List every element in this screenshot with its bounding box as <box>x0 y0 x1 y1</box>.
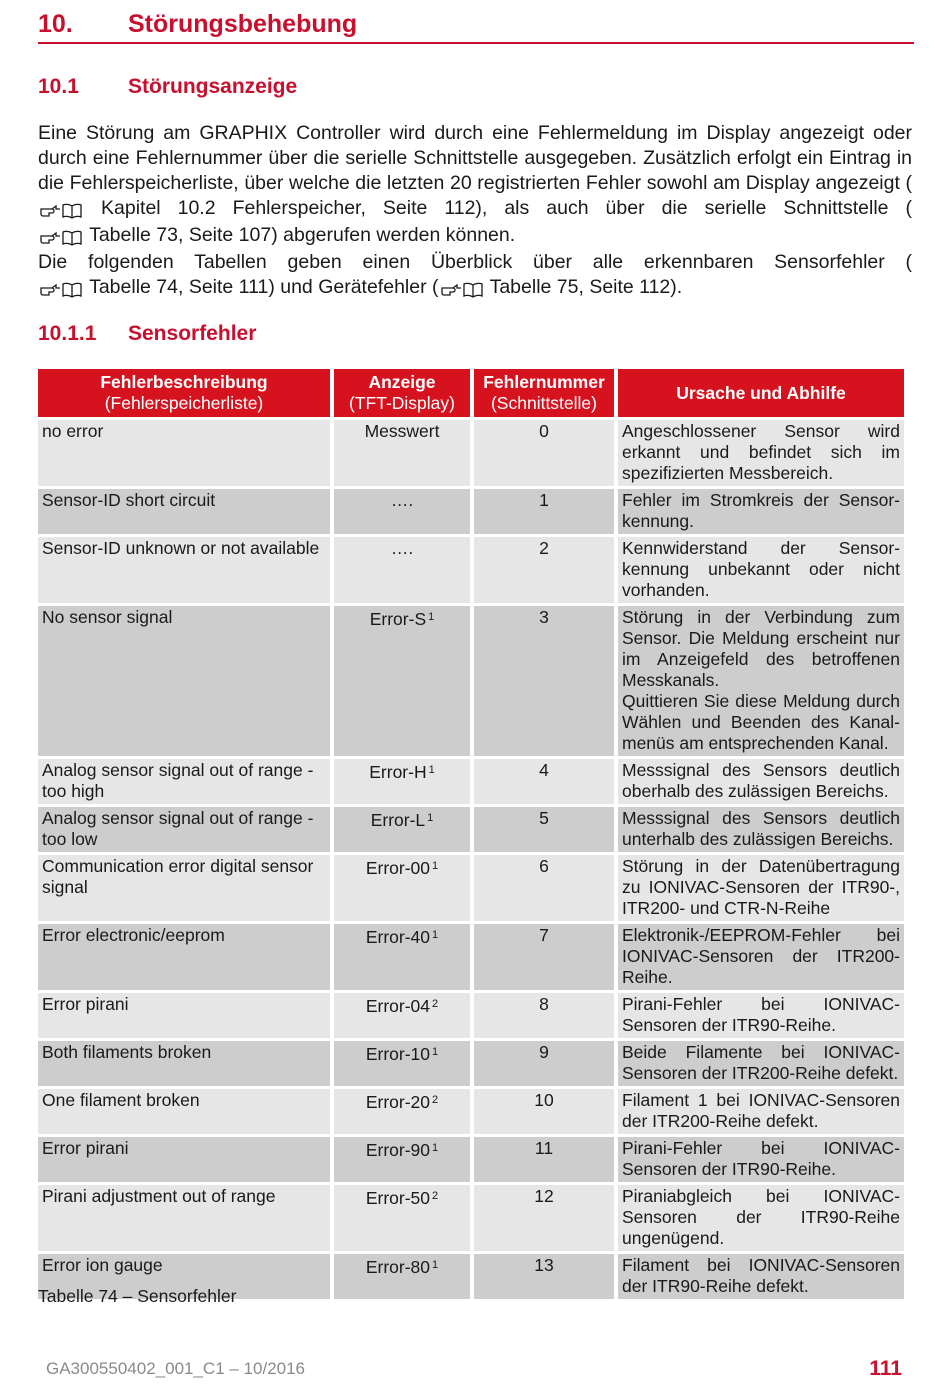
cell-error-number: 11 <box>474 1137 614 1182</box>
cell-description: Sensor-ID unknown or not available <box>38 537 330 603</box>
intro-text-segment: ), als auch über die serielle Schnittstelle ( <box>475 197 912 219</box>
table-row <box>38 993 904 1038</box>
book-icon <box>62 203 82 219</box>
cell-error-number: 7 <box>474 924 614 990</box>
header-title: Ursache und Abhilfe <box>676 382 846 403</box>
chapter-heading <box>38 8 914 44</box>
table-body <box>38 420 904 1299</box>
cell-cause <box>618 606 904 756</box>
footnote-marker: 2 <box>432 998 439 1010</box>
header-description <box>38 369 330 417</box>
cause-text: Störung in der Datenübertragung zu IONIVAC-Sensoren der ITR90-, ITR200- und CTR-N-Reihe <box>622 856 900 918</box>
cause-text: Pirani-Fehler bei IONIVAC-Sensoren der ITR90-Reihe. <box>622 1138 900 1179</box>
header-cause <box>618 369 904 417</box>
table-row <box>38 924 904 990</box>
table-row <box>38 1041 904 1086</box>
display-value: Error-H <box>369 762 427 782</box>
reference-text: Tabelle 75, Seite 112 <box>489 276 671 298</box>
cell-display <box>334 1185 470 1251</box>
cell-description: Pirani adjustment out of range <box>38 1185 330 1251</box>
cell-error-number: 3 <box>474 606 614 756</box>
header-error-number <box>474 369 614 417</box>
table-row <box>38 1089 904 1134</box>
cell-cause <box>618 1254 904 1299</box>
cause-note: Quittieren Sie diese Meldung durch Wählen und Beenden des Kanal-menüs am entsprechenden Kanal. <box>622 691 900 753</box>
cell-cause <box>618 1089 904 1134</box>
footnote-marker: 1 <box>427 812 434 824</box>
cause-text: Pirani-Fehler bei IONIVAC-Sensoren der ITR90-Reihe. <box>622 994 900 1035</box>
cell-cause <box>618 759 904 804</box>
document-code: GA300550402_001_C1 – 10/2016 <box>46 1359 306 1378</box>
table-header-row <box>38 369 904 417</box>
display-value: Error-04 <box>365 996 431 1016</box>
display-value: Error-L <box>370 810 426 830</box>
cell-cause <box>618 1041 904 1086</box>
intro-paragraph-1 <box>38 121 912 250</box>
cell-display <box>334 993 470 1038</box>
header-title: Fehlerbeschreibung <box>100 372 268 392</box>
cause-text: Angeschlossener Sensor wird erkannt und befindet sich im spezifizierten Messbereich. <box>622 421 900 483</box>
cell-description: Error pirani <box>38 993 330 1038</box>
intro-text <box>38 121 912 302</box>
pointing-hand-icon <box>40 231 62 245</box>
cell-display <box>334 1137 470 1182</box>
subsection-title: Sensorfehler <box>128 322 257 345</box>
cell-description: Both filaments broken <box>38 1041 330 1086</box>
table-row <box>38 855 904 921</box>
intro-text-segment: ) abgerufen werden können. <box>271 224 516 246</box>
cause-text: Kennwiderstand der Sensor-kennung unbekannt oder nicht vorhanden. <box>622 538 900 600</box>
footnote-marker: 1 <box>432 1142 439 1154</box>
display-value: Error-40 <box>365 927 431 947</box>
cell-description: Communication error digital sensor signal <box>38 855 330 921</box>
chapter-number: 10. <box>38 10 73 38</box>
cell-error-number: 13 <box>474 1254 614 1299</box>
cell-description: Analog sensor signal out of range - too high <box>38 759 330 804</box>
display-value: Error-20 <box>365 1092 431 1112</box>
reference-icons <box>40 225 82 250</box>
display-value: Error-50 <box>365 1188 431 1208</box>
reference-icons <box>40 198 82 223</box>
cause-text: Filament bei IONIVAC-Sensoren der ITR90-Reihe defekt. <box>622 1255 900 1296</box>
cell-error-number: 4 <box>474 759 614 804</box>
reference-icons <box>441 277 483 302</box>
footnote-marker: 1 <box>428 764 435 776</box>
display-value: Error-90 <box>365 1140 431 1160</box>
intro-text-segment: Die folgenden Tabellen geben einen Überblick über alle erkennbaren Sensorfehler ( <box>38 251 912 273</box>
cell-error-number: 6 <box>474 855 614 921</box>
table-row <box>38 537 904 603</box>
intro-paragraph-2 <box>38 250 912 302</box>
section-title: Störungsanzeige <box>128 75 298 98</box>
display-value: Error-10 <box>365 1044 431 1064</box>
section-number: 10.1 <box>38 75 79 98</box>
cell-description: Error pirani <box>38 1137 330 1182</box>
cell-description: One filament broken <box>38 1089 330 1134</box>
header-title: Anzeige <box>368 372 436 392</box>
book-icon <box>62 230 82 246</box>
intro-text-segment: Eine Störung am GRAPHIX Controller wird durch eine Fehlermeldung im Display angezeigt oder durch eine Fehlernummer über die serielle Schnittstelle ausgegeben. Zusätzlich erfolgt ein Eintrag in die Fehlerspeicherliste, über welche die letzten 20 registrierten Fehler sowohl am Display angezeigt ( <box>38 122 912 194</box>
cell-error-number: 8 <box>474 993 614 1038</box>
cell-cause <box>618 1137 904 1182</box>
cause-text: Elektronik-/EEPROM-Fehler bei IONIVAC-Sensoren der ITR200-Reihe. <box>622 925 900 987</box>
footnote-marker: 2 <box>432 1190 439 1202</box>
cell-display <box>334 537 470 603</box>
reference-text: Kapitel 10.2 Fehlerspeicher, Seite 112 <box>101 197 476 219</box>
footnote-marker: 1 <box>432 929 439 941</box>
cell-error-number: 9 <box>474 1041 614 1086</box>
reference-link[interactable] <box>38 224 271 246</box>
cell-display <box>334 1254 470 1299</box>
book-icon <box>463 282 483 298</box>
intro-text-segment: ) und Gerätefehler ( <box>268 276 439 298</box>
cell-display <box>334 855 470 921</box>
cell-error-number: 2 <box>474 537 614 603</box>
cell-error-number: 0 <box>474 420 614 486</box>
cell-cause <box>618 420 904 486</box>
table-row <box>38 807 904 852</box>
cell-display <box>334 1041 470 1086</box>
cell-display <box>334 1089 470 1134</box>
cause-text: Piraniabgleich bei IONIVAC-Sensoren der ITR90-Reihe ungenügend. <box>622 1186 900 1248</box>
cell-cause <box>618 537 904 603</box>
cell-display <box>334 924 470 990</box>
cell-error-number: 5 <box>474 807 614 852</box>
cause-text: Beide Filamente bei IONIVAC-Sensoren der ITR200-Reihe defekt. <box>622 1042 900 1083</box>
cell-description: Error ion gauge <box>38 1254 330 1299</box>
cell-description: no error <box>38 420 330 486</box>
reference-text: Tabelle 73, Seite 107 <box>89 224 272 246</box>
cell-display <box>334 489 470 534</box>
cell-cause <box>618 807 904 852</box>
footnote-marker: 1 <box>428 611 435 623</box>
cell-error-number: 1 <box>474 489 614 534</box>
cell-description: Sensor-ID short circuit <box>38 489 330 534</box>
cause-text: Störung in der Verbindung zum Sensor. Die Meldung erscheint nur im Anzeigefeld des betroffenen Messkanals. <box>622 607 900 690</box>
display-value: …. <box>390 490 414 510</box>
header-subtitle: (TFT-Display) <box>349 393 455 413</box>
table-row <box>38 606 904 756</box>
cause-text: Fehler im Stromkreis der Sensor-kennung. <box>622 490 900 531</box>
cell-display <box>334 807 470 852</box>
cause-text: Filament 1 bei IONIVAC-Sensoren der ITR200-Reihe defekt. <box>622 1090 900 1131</box>
display-value: …. <box>390 538 414 558</box>
table-row <box>38 1137 904 1182</box>
table-caption: Tabelle 74 – Sensorfehler <box>38 1286 237 1306</box>
reference-link[interactable] <box>439 276 671 298</box>
cell-cause <box>618 1185 904 1251</box>
reference-link[interactable] <box>38 197 475 219</box>
pointing-hand-icon <box>40 283 62 297</box>
cell-description: No sensor signal <box>38 606 330 756</box>
table-row <box>38 420 904 486</box>
footnote-marker: 2 <box>432 1094 439 1106</box>
subsection-number: 10.1.1 <box>38 322 97 345</box>
cell-description: Error electronic/eeprom <box>38 924 330 990</box>
footnote-marker: 1 <box>432 1259 439 1271</box>
display-value: Error-80 <box>365 1257 431 1277</box>
cell-cause <box>618 489 904 534</box>
cell-cause <box>618 924 904 990</box>
page-number: 111 <box>869 1357 902 1380</box>
reference-icons <box>40 277 82 302</box>
footnote-marker: 1 <box>432 860 439 872</box>
header-display <box>334 369 470 417</box>
table-row <box>38 759 904 804</box>
table-row <box>38 489 904 534</box>
cell-display <box>334 420 470 486</box>
cell-error-number: 12 <box>474 1185 614 1251</box>
cause-text: Messsignal des Sensors deutlich unterhalb des zulässigen Bereichs. <box>622 808 900 849</box>
header-title: Fehlernummer <box>483 372 605 392</box>
reference-text: Tabelle 74, Seite 111 <box>89 276 269 298</box>
pointing-hand-icon <box>40 204 62 218</box>
cell-cause <box>618 855 904 921</box>
display-value: Error-S <box>369 609 427 629</box>
cell-cause <box>618 993 904 1038</box>
cell-description: Analog sensor signal out of range - too low <box>38 807 330 852</box>
cell-error-number: 10 <box>474 1089 614 1134</box>
header-subtitle: (Fehlerspeicherliste) <box>104 393 264 413</box>
display-value: Error-00 <box>365 858 431 878</box>
reference-link[interactable] <box>38 276 268 298</box>
table-row <box>38 1185 904 1251</box>
display-value: Messwert <box>364 421 440 441</box>
cause-text: Messsignal des Sensors deutlich oberhalb des zulässigen Bereichs. <box>622 760 900 801</box>
cell-display <box>334 606 470 756</box>
intro-text-segment: ). <box>670 276 683 298</box>
pointing-hand-icon <box>441 283 463 297</box>
sensor-error-table <box>34 366 908 1302</box>
chapter-title: Störungsbehebung <box>128 10 358 38</box>
cell-display <box>334 759 470 804</box>
book-icon <box>62 282 82 298</box>
footnote-marker: 1 <box>432 1046 439 1058</box>
header-subtitle: (Schnittstelle) <box>490 393 597 413</box>
